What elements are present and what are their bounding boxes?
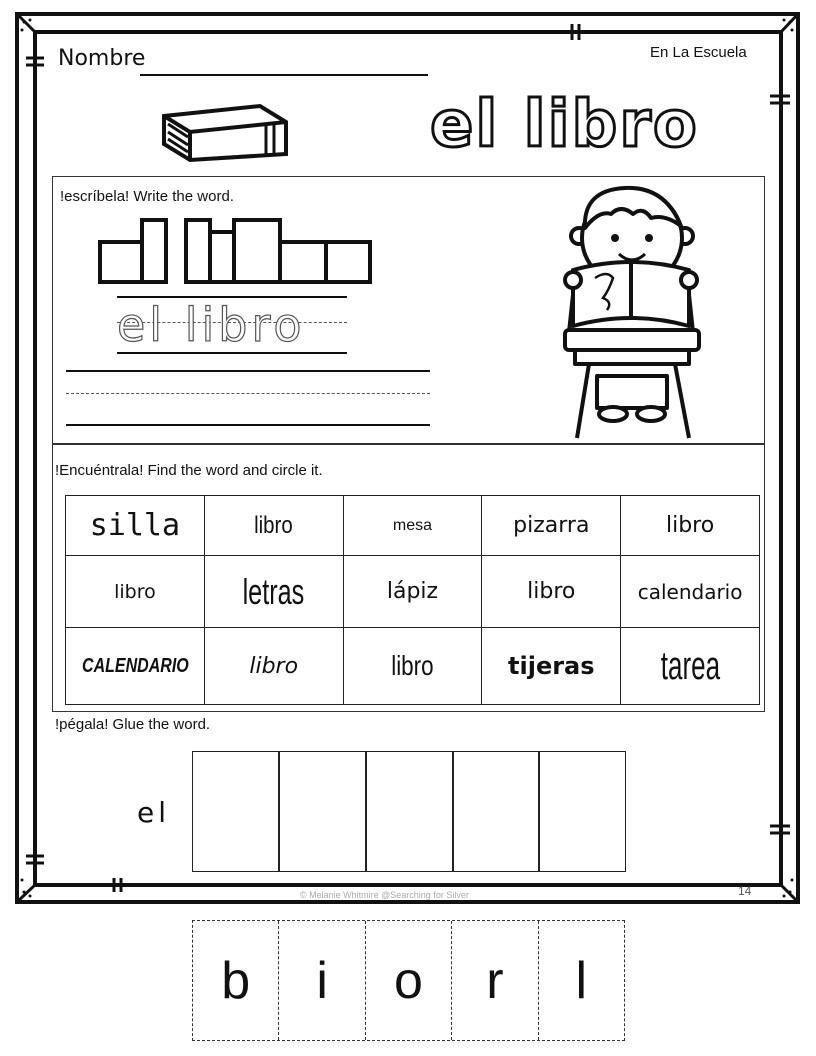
glue-divider (452, 751, 454, 872)
word-cell[interactable]: pizarra (482, 496, 621, 556)
copyright-text: © Melanie Whitmire @Searching for Silver (300, 890, 469, 900)
boy-reading-illustration (555, 180, 715, 442)
find-section-label: !Encuéntrala! Find the word and circle it. (55, 462, 323, 479)
glue-area[interactable] (192, 751, 626, 872)
word-cell[interactable]: tijeras (482, 628, 621, 705)
write-top-line (66, 370, 430, 372)
grid-row (66, 496, 760, 556)
word-cell[interactable]: CALENDARIO (79, 628, 190, 705)
word-cell[interactable]: mesa (343, 496, 482, 556)
word-cell[interactable]: libro (482, 556, 621, 628)
write-section-label: !escríbela! Write the word. (60, 188, 234, 205)
word-cell[interactable]: libro (66, 556, 205, 628)
theme-label: En La Escuela (650, 44, 747, 61)
grid-row (66, 556, 760, 628)
glue-prefix: el (137, 796, 171, 829)
cutout-letters (192, 920, 625, 1041)
trace-word: el libro (117, 298, 306, 352)
letter-shape-boxes (97, 216, 375, 286)
word-cell[interactable]: calendario (621, 556, 760, 628)
word-cell[interactable]: lápiz (343, 556, 482, 628)
word-cell[interactable]: libro (357, 628, 468, 705)
glue-section-label: !pégala! Glue the word. (55, 716, 211, 733)
name-field[interactable] (140, 74, 428, 76)
write-base-line (66, 424, 430, 426)
letter-tile[interactable]: i (279, 921, 365, 1040)
letter-tile[interactable]: b (193, 921, 279, 1040)
grid-row (66, 628, 760, 705)
glue-divider (365, 751, 367, 872)
word-cell[interactable]: letras (225, 556, 322, 628)
trace-base-line (117, 352, 347, 354)
word-cell[interactable]: tarea (645, 628, 735, 705)
name-label: Nombre (58, 46, 146, 71)
word-cell[interactable]: libro (621, 496, 760, 556)
glue-divider (278, 751, 280, 872)
page-number: 14 (738, 884, 752, 898)
word-cell[interactable]: libro (204, 628, 343, 705)
page-title: el libro (430, 88, 699, 162)
word-search-grid (65, 495, 760, 705)
word-cell[interactable]: libro (215, 496, 333, 556)
book-icon (158, 102, 293, 164)
glue-divider (538, 751, 540, 872)
letter-tile[interactable]: r (452, 921, 538, 1040)
word-cell[interactable]: silla (66, 496, 205, 556)
write-mid-line (66, 393, 430, 394)
letter-tile[interactable]: o (366, 921, 452, 1040)
letter-tile[interactable]: l (575, 951, 588, 1010)
